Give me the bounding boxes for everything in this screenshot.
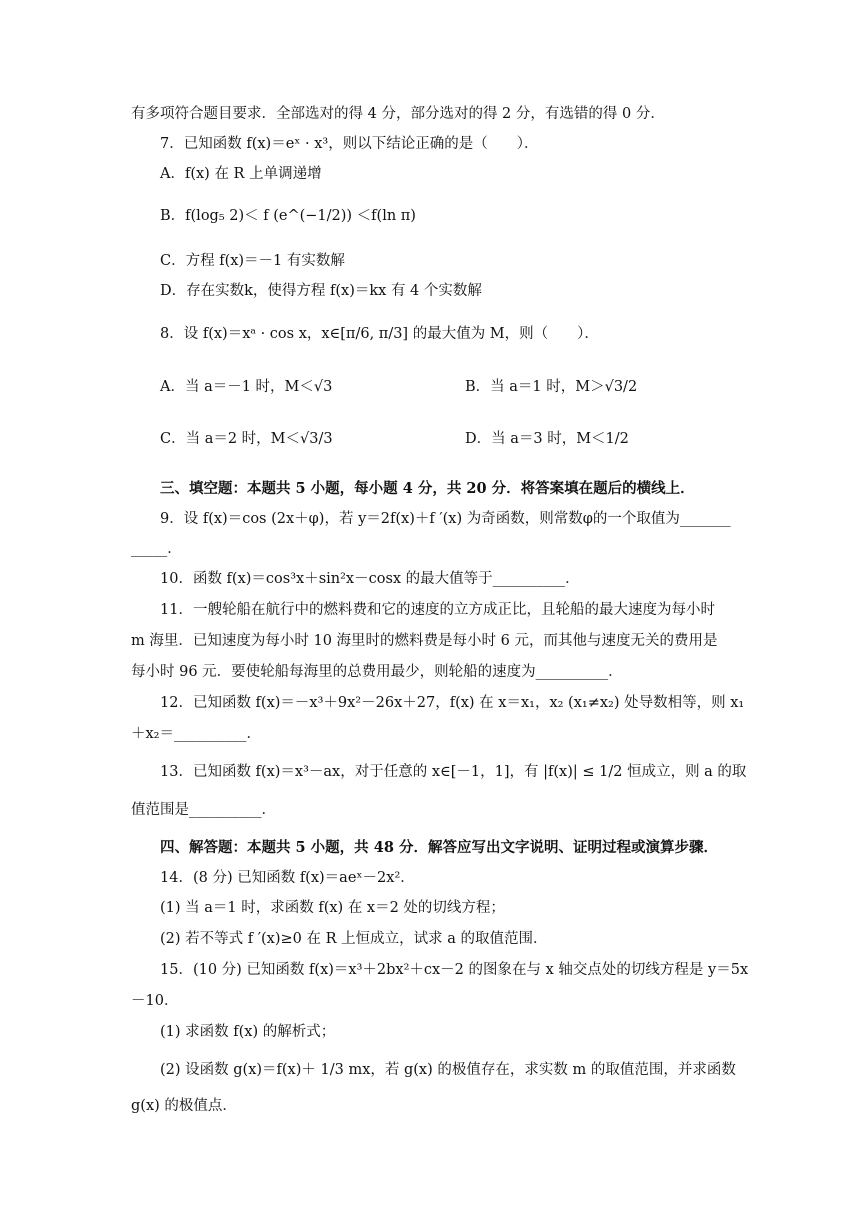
- question-15-stem-line-1: 15．(10 分) 已知函数 f(x)＝x³＋2bx²＋cx－2 的图象在与 x 轴交点处的切线方程是 y＝5x: [160, 962, 749, 978]
- question-14-part-2: (2) 若不等式 f ′(x)≥0 在 R 上恒成立，试求 a 的取值范围．: [160, 931, 548, 947]
- question-14-stem: 14．(8 分) 已知函数 f(x)＝aeˣ－2x²．: [160, 870, 415, 886]
- question-8-stem: 8．设 f(x)＝xᵃ · cos x，x∈[π/6, π/3] 的最大值为 M，则（ ）．: [160, 326, 599, 342]
- question-7-option-d: D．存在实数k，使得方程 f(x)＝kx 有 4 个实数解: [160, 283, 482, 299]
- section-3-heading: 三、填空题：本题共 5 小题，每小题 4 分，共 20 分．将答案填在题后的横线上．: [160, 480, 695, 497]
- question-15-part-1: (1) 求函数 f(x) 的解析式；: [160, 1024, 336, 1040]
- question-11-line-3: 每小时 96 元．要使轮船每海里的总费用最少，则轮船的速度为__________．: [131, 664, 623, 680]
- question-15-part-2-line-2: g(x) 的极值点．: [131, 1098, 237, 1114]
- question-13-line-1: 13．已知函数 f(x)＝x³－ax，对于任意的 x∈[－1，1]，有 |f(x)| ≤ 1/2 恒成立，则 a 的取: [160, 764, 747, 780]
- question-13-line-2: 值范围是__________．: [131, 802, 276, 818]
- question-7-option-a: A．f(x) 在 R 上单调递增: [160, 166, 322, 182]
- question-7-option-b: B．f(log₅ 2)＜ f (e^(−1/2)) ＜f(ln π): [160, 208, 416, 224]
- question-9-stem: 9．设 f(x)＝cos (2x＋φ)，若 y＝2f(x)＋f ′(x) 为奇函数，则常数φ的一个取值为_______: [160, 511, 731, 527]
- question-8-option-c: C．当 a＝2 时，M＜√3/3: [160, 431, 333, 447]
- question-15-part-2-line-1: (2) 设函数 g(x)＝f(x)＋ 1/3 mx，若 g(x) 的极值存在，求实数 m 的取值范围，并求函数: [160, 1062, 736, 1078]
- section-4-heading: 四、解答题：本题共 5 小题，共 48 分．解答应写出文字说明、证明过程或演算步骤．: [160, 839, 718, 856]
- section-intro-continuation: 有多项符合题目要求．全部选对的得 4 分，部分选对的得 2 分，有选错的得 0 分．: [131, 106, 665, 122]
- question-8-option-d: D．当 a＝3 时，M＜1/2: [465, 431, 629, 447]
- question-8-option-a: A．当 a＝－1 时，M＜√3: [160, 379, 333, 395]
- question-7-stem: 7．已知函数 f(x)＝eˣ · x³，则以下结论正确的是（ ）．: [160, 136, 539, 152]
- question-11-line-1: 11．一艘轮船在航行中的燃料费和它的速度的立方成正比，且轮船的最大速度为每小时: [160, 602, 715, 618]
- question-9-blank-continuation: _____．: [131, 541, 182, 557]
- question-15-stem-line-2: －10．: [131, 993, 179, 1009]
- question-14-part-1: (1) 当 a＝1 时，求函数 f(x) 在 x＝2 处的切线方程；: [160, 900, 505, 916]
- question-10: 10．函数 f(x)＝cos³x＋sin²x－cosx 的最大值等于__________．: [160, 571, 580, 587]
- question-7-option-c: C．方程 f(x)＝－1 有实数解: [160, 253, 345, 269]
- question-12-line-2: ＋x₂＝__________．: [131, 726, 261, 742]
- question-8-option-b: B．当 a＝1 时，M＞√3/2: [465, 379, 638, 395]
- question-12-line-1: 12．已知函数 f(x)＝－x³＋9x²－26x＋27，f(x) 在 x＝x₁，x₂ (x₁≠x₂) 处导数相等，则 x₁: [160, 695, 745, 711]
- question-11-line-2: m 海里．已知速度为每小时 10 海里时的燃料费是每小时 6 元，而其他与速度无关的费用是: [131, 633, 718, 649]
